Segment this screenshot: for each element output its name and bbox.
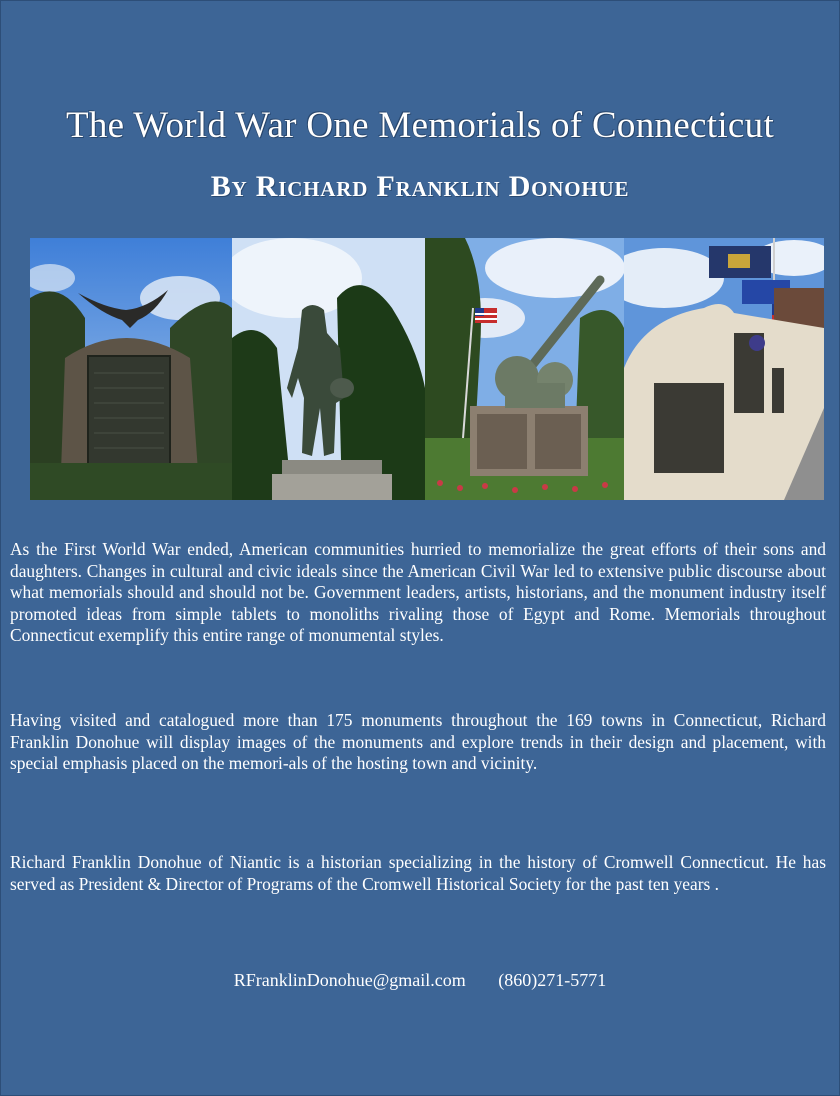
flag-wall-memorial-photo <box>624 238 824 500</box>
doughboy-statue-photo <box>232 238 425 500</box>
program-paragraph: Having visited and catalogued more than 175 monuments throughout the 169 towns in Connecticut, Richard Franklin Donohue will display images of the monuments and explore trends in their design and placement, with special emphasis placed on the memori-als of the hosting town and vicinity. <box>10 710 826 774</box>
photo-collage <box>30 238 824 500</box>
eagle-memorial-photo <box>30 238 232 500</box>
bio-paragraph: Richard Franklin Donohue of Niantic is a historian specializing in the history of Cromwell Connecticut. He has served as President & Director of Programs of the Cromwell Historical Society for the past ten years . <box>10 852 826 894</box>
contact-phone[interactable]: (860)271-5771 <box>498 970 607 990</box>
contact-line <box>0 970 840 991</box>
cannon-memorial-photo <box>425 238 624 500</box>
intro-paragraph: As the First World War ended, American communities hurried to memorialize the great efforts of their sons and daughters. Changes in cultural and civic ideals since the American Civil War led to extensive public discourse about what memorials should and should not be. Government leaders, artists, historians, and the monument industry itself promoted ideas from simple tablets to monoliths rivaling those of Egypt and Rome. Memorials throughout Connecticut exemplify this entire range of monumental styles. <box>10 539 826 646</box>
page-title: The World War One Memorials of Connecticut <box>65 105 775 146</box>
author-byline: By Richard Franklin Donohue <box>210 170 630 203</box>
contact-email[interactable]: RFranklinDonohue@gmail.com <box>233 970 466 990</box>
